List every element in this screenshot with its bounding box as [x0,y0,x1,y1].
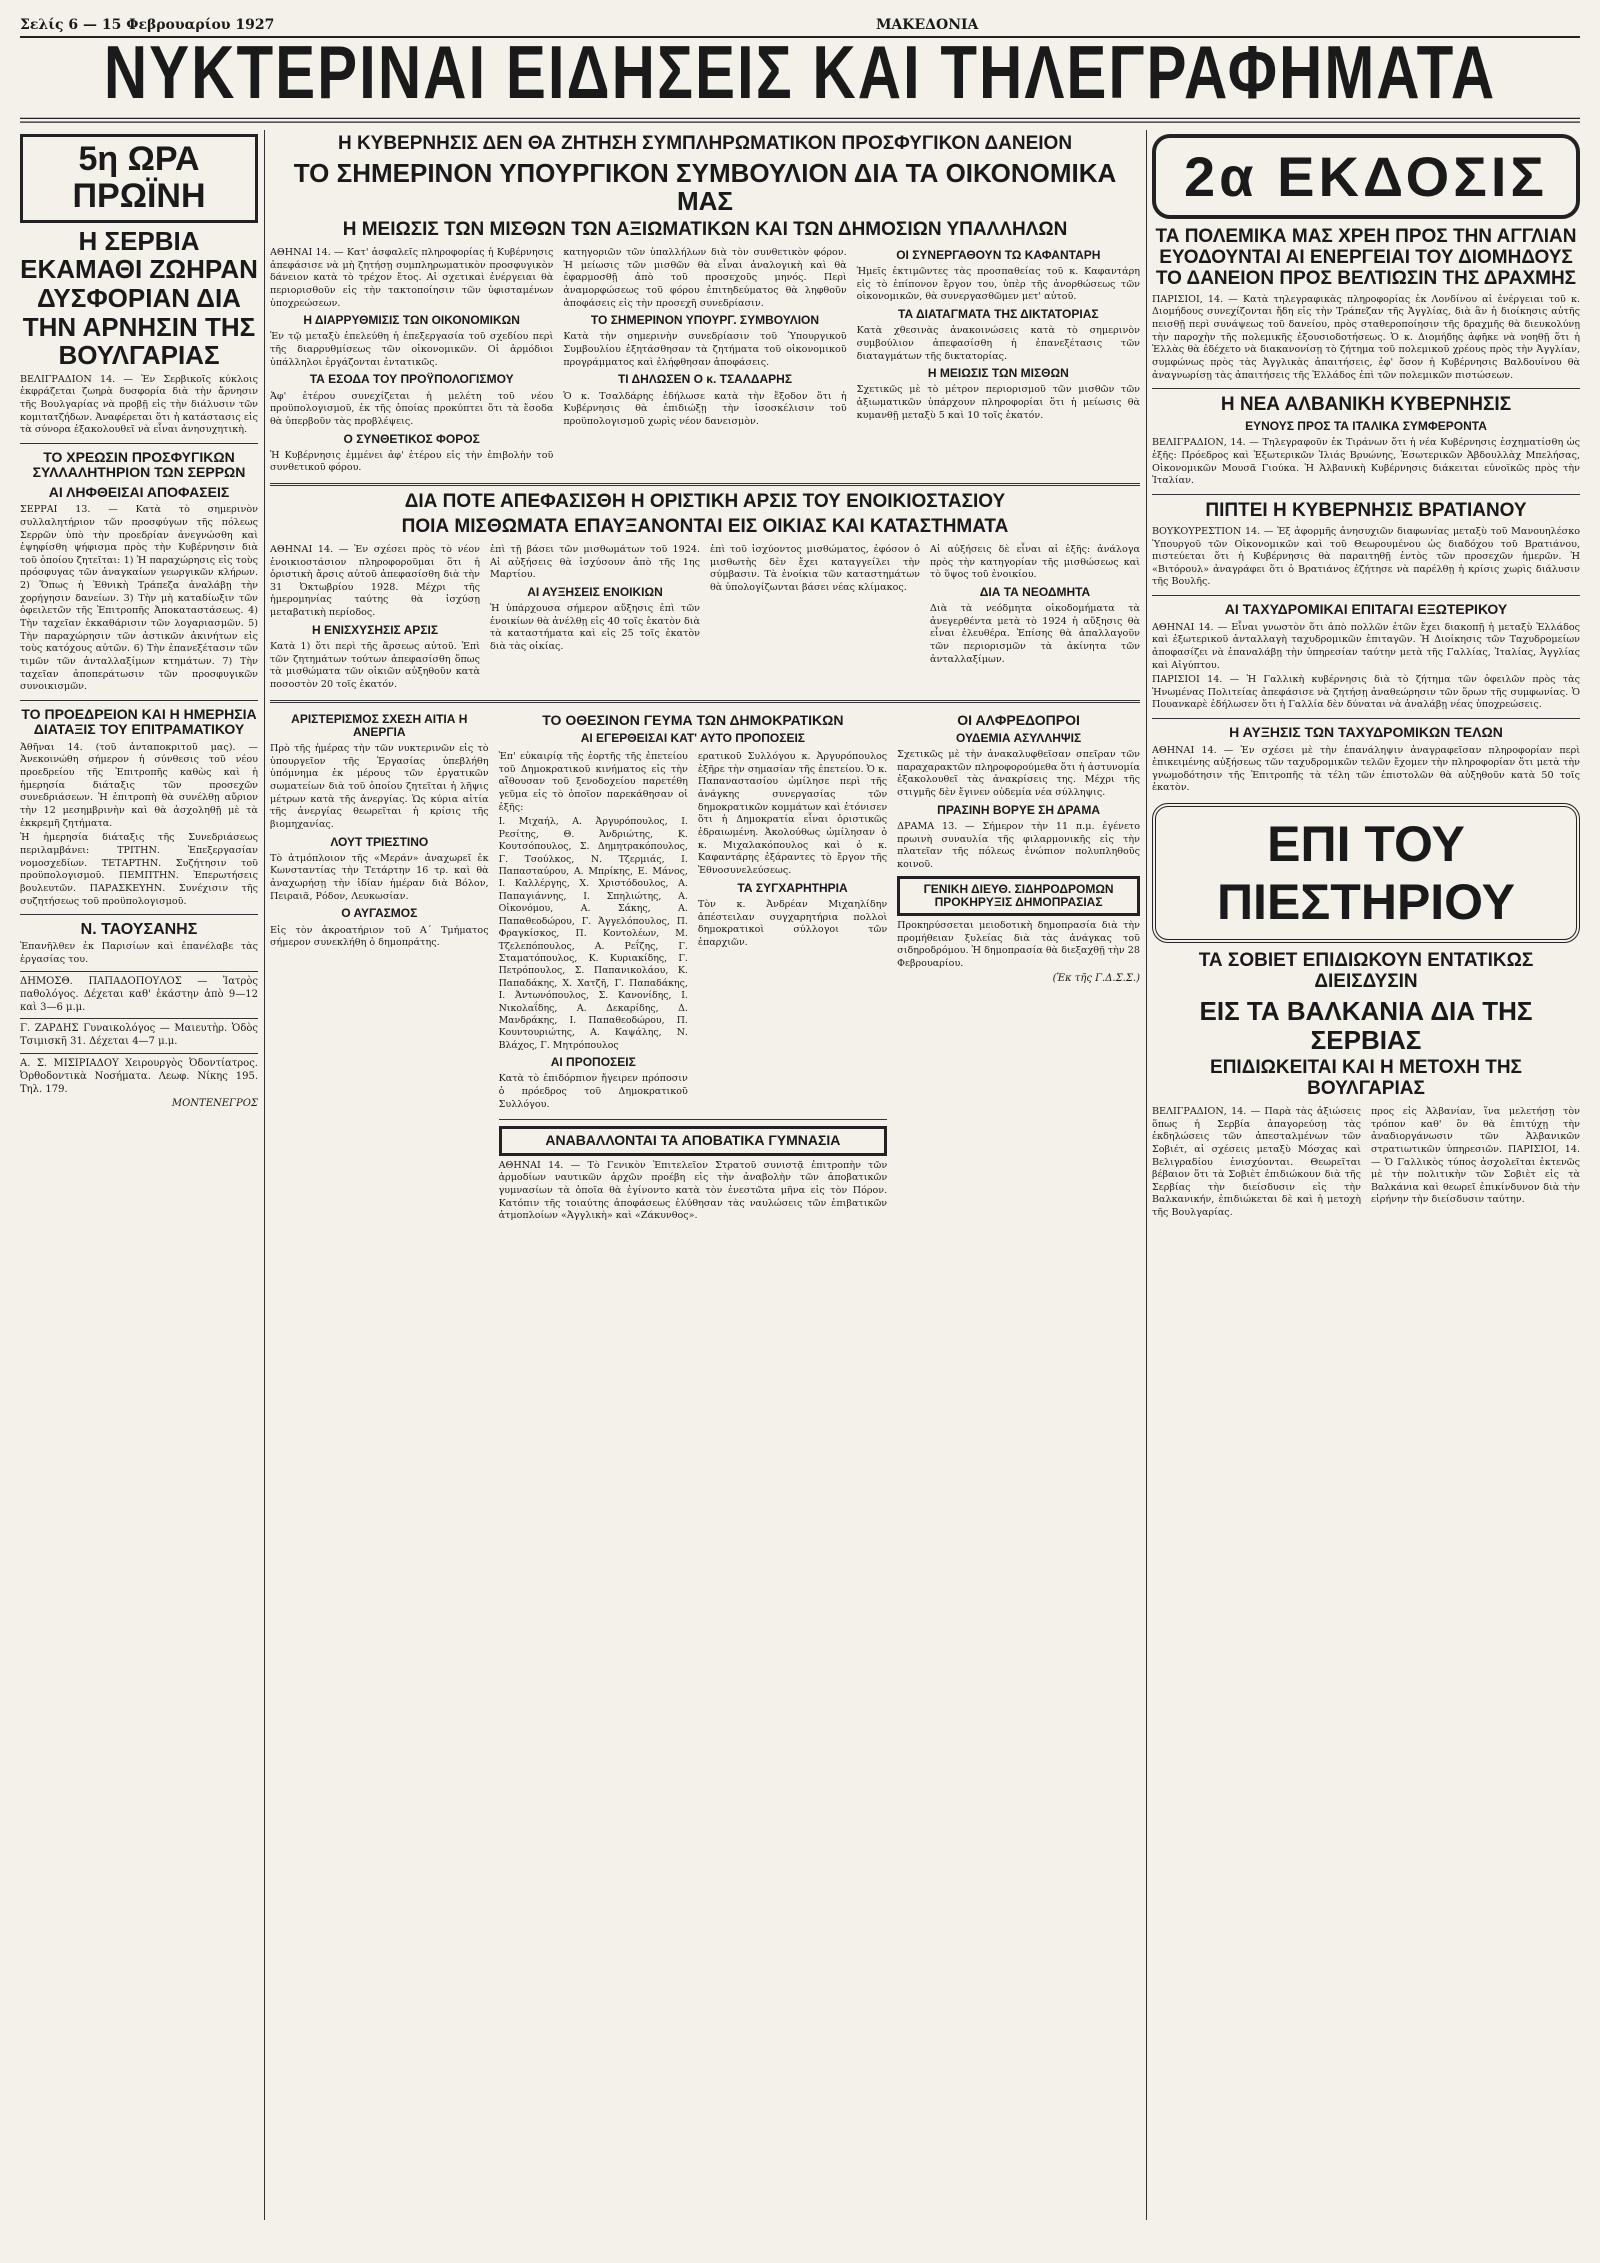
guest-name: , Α. Παπαθεοδώρου [499,903,688,926]
guest-name: , Ε. Μάνος [630,866,685,877]
guest-name: , Π. Φραγκίσκος [499,916,688,939]
guest-name: , Σ. Δημητρακόπουλος [569,841,685,852]
subheading: Η ΔΙΑΡΡΥΘΜΙΣΙΣ ΤΩΝ ΟΙΚΟΝΟΜΙΚΩΝ [303,313,520,328]
guest-list [499,816,688,1052]
subheading: ΤΟ ΣΗΜΕΡΙΝΟΝ ΥΠΟΥΡΓ. ΣΥΜΒΟΥΛΙΟΝ [590,313,820,328]
guest-name: , Χ. Χατζῆ [554,978,606,989]
headline: ΔΙΑ ΠΟΤΕ ΑΠΕΦΑΣΙΣΘΗ Η ΟΡΙΣΤΙΚΗ ΑΡΣΙΣ ΤΟΥ ΕΝΟΙΚΙΟΣΤΑΣΙΟΥ [404,491,1006,513]
article-text: ΠΑΡΙΣΙΟΙ 14. — Ἡ Γαλλικὴ κυβέρνησις διὰ τὸ ζήτημα τῶν ὀφειλῶν πρὸς τὰς Ἡνωμένας Πολιτείας ἀπεφάσισε νὰ ζητήσῃ ἀναθεώρησιν τῶν ὅρων τῆς συμφωνίας. Ὁ Πουανκαρὲ ἐδήλωσεν ὅτι ἡ Γαλλία δὲν δύναται νὰ ἀναλάβῃ νέας ὑποχρεώσεις. [1152,674,1580,711]
article-text: Αἱ αὐξήσεις δὲ εἶναι αἱ ἑξῆς: ἀνάλογα πρὸς τὴν κατηγορίαν τῆς μισθώσεως καὶ τὸ ὕψος τοῦ ἐνοικίου. [930,543,1140,581]
notice-signature: (Ἐκ τῆς Γ.Δ.Σ.Σ.) [1052,972,1140,984]
guest-name: , Γ. Παπαδάκης [606,978,685,989]
guest-name: , Κ. Κυριακίδης [574,953,664,964]
masthead: ΝΥΚΤΕΡΙΝΑΙ ΕΙΔΗΣΕΙΣ ΚΑΙ ΤΗΛΕΓΡΑΦΗΜΑΤΑ [20,35,1580,123]
guest-name: , Γ. Μητρόπουλος [534,1040,618,1051]
notice-title: ΓΕΝΙΚΗ ΔΙΕΥΘ. ΣΙΔΗΡΟΔΡΟΜΩΝ ΠΡΟΚΗΡΥΞΙΣ ΔΗΜΟΠΡΑΣΙΑΣ [897,876,1140,916]
guest-name: , Γ. Τσούλκος [499,841,688,864]
article-text: ΒΟΥΚΟΥΡΕΣΤΙΟΝ 14. — Ἐξ ἀφορμῆς ἀνησυχιῶν διαφωνίας μεταξὺ τοῦ Μανουηλέσκο Ὑπουργοῦ τῶν Οἰκονομικῶν καὶ τοῦ Θεωρουμένου ὡς διαδόχου τοῦ Βρατιάνου, πιστεύεται ὅτι ἡ Κυβέρνησις θὰ παραιτηθῇ ἐντὸς τῶν προσεχῶν ἡμερῶν. Ἡ «Βιτόρουλ» ἀναγράφει ὅτι ὁ Βρατιάνος ἐζήτησε νὰ παρέλθῃ ἡ κρίσις χωρὶς διάλυσιν τῆς Βουλῆς. [1152,525,1580,588]
guest-name: , Γ. Σταματόπουλος [499,941,688,964]
article-text: Ἐν τῷ μεταξὺ ἐπελεύθη ἡ ἐπεξεργασία τοῦ σχεδίου περὶ τῆς διαρρυθμίσεως τῶν οἰκονομικῶν. Οἱ ἁρμόδιοι ὑπάλληλοι ἐργάζονται ἐντατικῶς. [270,331,554,368]
page-date: Σελίς 6 — 15 Φεβρουαρίου 1927 [20,17,275,33]
subheading: ΑΡΙΣΤΕΡΙΣΜΟΣ ΣΧΕΣΗ ΑΙΤΙΑ Η ΑΝΕΡΓΙΑ [291,711,468,739]
ad-title: Ν. ΤΑΟΥΣΑΝΗΣ [80,921,198,939]
guest-name: , Ι. Ἀντωνόπουλος [499,978,688,1001]
ad-dentist: Α. Σ. ΜΙΣΙΡΙΑΔΟΥ Χειρουργὸς Ὀδοντίατρος. Ὀρθοδοντικὰ Νοσήματα. Λεωφ. Νίκης 195. Τηλ. 179. [20,1053,258,1097]
headline: ΤΑ ΠΟΛΕΜΙΚΑ ΜΑΣ ΧΡΕΗ ΠΡΟΣ ΤΗΝ ΑΓΓΛΙΑΝ ΕΥΟΔΟΥΝΤΑΙ ΑΙ ΕΝΕΡΓΕΙΑΙ ΤΟΥ ΔΙΟΜΗΔΟΥΣ ΤΟ ΔΑΝΕΙΟΝ ΠΡΟΣ ΒΕΛΤΙΩΣΙΝ ΤΗΣ ΔΡΑΧΜΗΣ [1155,226,1577,289]
article-text: ΑΘΗΝΑΙ 14. — Ἐν σχέσει μὲ τὴν ἐπανάληψιν ἀναγραφεῖσαν πληροφορίαν περὶ ἐπικειμένης αὐξήσεως τῶν ταχυδρομικῶν τελῶν ἔχομεν τὴν πληροφορίαν ὅτι μετὰ τὴν γνωμοδότησιν τῆς Ἐπιτροπῆς τὰ τέλη τῶν ἐπιστολῶν θὰ αὐξηθοῦν κατὰ 50 τοῖς ἑκατὸν. [1152,744,1580,794]
guest-name: , Ι. Σπηλιώτης [563,891,658,902]
subheading: Η ΜΕΙΩΣΙΣ ΤΩΝ ΜΙΣΘΩΝ [927,366,1069,381]
notice-text: Προκηρύσσεται μειοδοτικὴ δημοπρασία διὰ τὴν προμήθειαν ξυλείας διὰ τὰς ἀνάγκας τοῦ σιδηροδρόμου. Ἡ δημοπρασία θὰ διεξαχθῇ τὴν 28 Φεβρουαρίου. [897,919,1140,969]
article-text: ΔΡΑΜΑ 13. — Σήμερον τὴν 11 π.μ. ἐγένετο πρωινὴ συναυλία τῆς φιλαρμονικῆς εἰς τὴν πλατεῖαν τῆς πόλεως ἐνώπιον πολυπληθοῦς κοινοῦ. [897,820,1140,870]
subheading: ΟΙ ΣΥΝΕΡΓΑΘΟΥΝ ΤΩ ΚΑΦΑΝΤΑΡΗ [896,247,1101,262]
headline: ΠΙΠΤΕΙ Η ΚΥΒΕΡΝΗΣΙΣ ΒΡΑΤΙΑΝΟΥ [1205,499,1527,521]
column-rule [1146,130,1147,2220]
article-text: ΑΘΗΝΑΙ 14. — Κατ' ἀσφαλεῖς πληροφορίας ἡ Κυβέρνησις ἀπεφάσισε νὰ μὴ ζητήσῃ συμπληρωματικὸν προσφυγικὸν δάνειον κατὰ τὸ τρέχον ἔτος. Αἱ σχετικαὶ ἐνέργειαι θὰ περιορισθοῦν εἰς τὴν τακτοποίησιν τῶν ὑφισταμένων ὑποχρεώσεων. [270,246,554,309]
guest-name: , Ι. Ρεσίτης [499,816,688,839]
headline: ΕΠΙΔΙΩΚΕΙΤΑΙ ΚΑΙ Η ΜΕΤΟΧΗ ΤΗΣ ΒΟΥΛΓΑΡΙΑΣ [1210,1057,1522,1099]
article-columns [270,245,1140,477]
article-text: κατηγοριῶν τῶν ὑπαλλήλων διὰ τὸν συνθετικὸν φόρον. Ἡ μείωσις τῶν μισθῶν θὰ εἶναι ἀναλογικὴ καὶ θὰ ἐφαρμοσθῇ ἀπὸ τοῦ προσεχοῦς μηνός. Περὶ ἀναμορφώσεως τοῦ φόρου ἐπιτηδεύματος θὰ ληφθοῦν ἀποφάσεις εἰς τὴν προσεχῆ συνεδρίασιν. [563,246,847,309]
left-column [20,130,258,1111]
headline: Η ΝΕΑ ΑΛΒΑΝΙΚΗ ΚΥΒΕΡΝΗΣΙΣ [1220,394,1512,416]
center-column [270,130,1140,1225]
subheading: Ο ΑΥΓΑΣΜΟΣ [341,906,418,921]
guest-name: , Γ. Ἀγγελόπουλος [572,916,667,927]
headline: Η ΑΥΞΗΣΙΣ ΤΩΝ ΤΑΧΥΔΡΟΜΙΚΩΝ ΤΕΛΩΝ [1229,724,1503,741]
article-text: ἐπὶ τῇ βάσει τῶν μισθωμάτων τοῦ 1924. Αἱ αὐξήσεις θὰ ἰσχύσουν ἀπὸ τῆς 1ης Μαρτίου. [490,543,700,581]
guest-name: , Ι. Καλλέργης [499,866,688,889]
ad-doctor: ΔΗΜΟΣΘ. ΠΑΠΑΔΟΠΟΥΛΟΣ — Ἰατρὸς παθολόγος. Δέχεται καθ' ἑκάστην ἀπὸ 9—12 καὶ 3—6 μ.μ. [20,971,258,1015]
headline: ΑΝΑΒΑΛΛΟΝΤΑΙ ΤΑ ΑΠΟΒΑΤΙΚΑ ΓΥΜΝΑΣΙΑ [499,1126,888,1155]
guest-name: , Χ. Χριστόδουλος [567,878,666,889]
guest-name: , Α. Μπρίκης [566,866,630,877]
right-column [1152,130,1580,1222]
subheading: ΔΙΑ ΤΑ ΝΕΟΔΜΗΤΑ [979,584,1091,599]
article-text: Ἡ ὑπάρχουσα σήμερον αὔξησις ἐπὶ τῶν ἐνοικίων θὰ ἀνέλθῃ εἰς 40 τοῖς ἑκατὸν διὰ τὰ καταστήματα καὶ εἰς 25 τοῖς ἑκατὸν διὰ τὰς οἰκίας. [490,603,700,652]
article-text: ΒΕΛΙΓΡΑΔΙΟΝ, 14. — Παρὰ τὰς ἀξιώσεις ὅπως ἡ Σερβία ἀπαγορεύσῃ τὰς ἐκδηλώσεις τῶν ἀπεσταλμένων τῶν Σοβιέτ, αἱ σχέσεις μεταξὺ Μόσχας καὶ Βελιγραδίου ἐνισχύονται. Θεωρεῖται βέβαιον ὅτι τὰ Σοβιὲτ ἐπιδιώκουν διὰ τῆς Σερβίας τὴν διείσδυσιν εἰς τὴν Βαλκανικήν, ἐπιδιώκεται δὲ καὶ ἡ μετοχὴ τῆς Βουλγαρίας. [1152,1105,1361,1219]
guest-name: , Μ. Τζελεπόπουλος [499,928,688,951]
guest-name: , Α. Δεκαρίδης [554,1003,655,1014]
article-text: Κατὰ τὸ ἐπιδόρπιον ἤγειρεν πρόποσιν ὁ πρόεδρος τοῦ Δημοκρατικοῦ Συλλόγου. [498,1073,688,1110]
subheading: ΟΥΔΕΜΙΑ ΑΣΥΛΛΗΨΙΣ [956,730,1082,745]
article-text: Ἡμεῖς ἐκτιμῶντες τὰς προσπαθείας τοῦ κ. Καφαντάρη εἰς τὸ ἐπίπονον ἔργον του, ὑπὲρ τῆς ἀνορθώσεως τῶν οἰκονομικῶν, θὰ συνεργασθῶμεν μετ' αὐτοῦ. [856,266,1140,303]
serbia-text: ΒΕΛΙΓΡΑΔΙΟΝ 14. — Ἐν Σερβικοῖς κύκλοις ἐκφράζεται ζωηρὰ δυσφορία διὰ τὴν ἄρνησιν τῆς Βουλγαρίας νὰ προβῇ εἰς τὴν διάλυσιν τῶν κομιτατζήδων. Ἀναφέρεται ὅτι ἡ κατάστασις εἰς τὰ σύνορα ἐξακολουθεῖ νὰ εἶναι ἀνησυχητικὴ. [20,373,258,436]
prosecution-title: ΤΟ ΠΡΟΕΔΡΕΙΟΝ ΚΑΙ Η ΗΜΕΡΗΣΙΑ ΔΙΑΤΑΞΙΣ ΤΟΥ ΕΠΙΤΡΑΜΑΤΙΚΟΥ [21,706,257,738]
subheading: ΤΑ ΣΥΓΧΑΡΗΤΗΡΙΑ [737,880,848,895]
serbia-title: Η ΣΕΡΒΙΑ ΕΚΑΜΑΘΙ ΖΩΗΡΑΝ ΔΥΣΦΟΡΙΑΝ ΔΙΑ ΤΗΝ ΑΡΝΗΣΙΝ ΤΗΣ ΒΟΥΛΓΑΡΙΑΣ [20,225,258,371]
headline: ΤΟ ΣΗΜΕΡΙΝΟΝ ΥΠΟΥΡΓΙΚΟΝ ΣΥΜΒΟΥΛΙΟΝ ΔΙΑ ΤΑ ΟΙΚΟΝΟΜΙΚΑ ΜΑΣ [293,157,1117,217]
article-text: ερατικοῦ Συλλόγου κ. Ἀργυρόπουλος ἐξῆρε τὴν σημασίαν τῆς ἐπετείου. Ὁ κ. Παπαναστασίου ὡμίλησε περὶ τῆς ἀνάγκης συνεργασίας τῶν δημοκρατικῶν κομμάτων καὶ ἐτόνισεν ὅτι ἡ Δημοκρατία εἶναι ὁριστικῶς ἐδραιωμένη. Ἀκολούθως ὡμίλησαν ὁ κ. Μιχαλακόπουλος καὶ ὁ κ. Καφαντάρης ἐξάραντες τὸ ἔργον τῆς Ἐθνοσυνελεύσεως. [697,751,888,877]
headline: ΑΙ ΤΑΧΥΔΡΟΜΙΚΑΙ ΕΠΙΤΑΓΑΙ ΕΞΩΤΕΡΙΚΟΥ [1224,601,1508,618]
guest-name: , Α. Παπαγιάννης [499,878,688,901]
lower-sections [270,709,1140,1225]
article-text: Τὸ ἀτμόπλοιον τῆς «Μεράν» ἀναχωρεῖ ἐκ Κωνσταντίας τὴν Τετάρτην 16 τρ. καὶ θὰ ἀναχωρήσῃ τὴν ἰδίαν ἡμέραν διὰ Βόλον, Πειραιᾶ, Ρόδον, Λευκωσίαν. [270,852,489,902]
guest-name: , Κ. Παπαδάκης [499,965,688,988]
program-text: Ἡ ἡμερησία διάταξις τῆς Συνεδριάσεως περιλαμβάνει: ΤΡΙΤΗΝ. Ἐπεξεργασίαν νομοσχεδίων. ΤΕΤΑΡΤΗΝ. Συζήτησιν τοῦ προϋπολογισμοῦ. ΠΕΜΠΤΗΝ. Ἐπερωτήσεις βουλευτῶν. ΠΑΡΑΣΚΕΥΗΝ. Συνέχισιν τῆς συζητήσεως τοῦ προϋπολογισμοῦ. [20,832,258,907]
article-text: Εἰς τὸν ἀκροατήριον τοῦ Α΄ Τμήματος σήμερον συνεκλήθη ὁ δημοπράτης. [270,924,489,949]
guest-name: , Ν. Βλάχος [499,1027,688,1050]
article-text: Πρὸ τῆς ἡμέρας τὴν τῶν νυκτερινῶν εἰς τὸ ὑπουργεῖον τῆς Ἐργασίας ὑπεβλήθη ὑπόμνημα ἐκ μέρους τῶν ἐργατικῶν σωματείων διὰ τοῦ ὁποίου ζητεῖται ἡ λῆψις μέτρων κατὰ τῆς ἀνεργίας. Ὡς κύρια αἰτία τῆς ἀνεργίας θεωρεῖται ἡ κρίσις τῆς βιομηχανίας. [270,742,489,830]
article-columns [1152,1104,1580,1222]
paper-name: ΜΑΚΕΔΟΝΙΑ [875,17,979,33]
article-text: προς εἰς Ἀλβανίαν, ἵνα μελετήσῃ τὸν τρόπον καθ' ὃν θὰ ἐπιτύχῃ τὴν ἀναδιοργάνωσιν τῶν Ἀλβανικῶν στρατιωτικῶν ὑπηρεσιῶν. ΠΑΡΙΣΙΟΙ, 14. — Ὁ Γαλλικὸς τύπος ἀσχολεῖται ἐκτενῶς μὲ τὴν πολιτικὴν τῶν Σοβιὲτ εἰς τὰ Βαλκάνια καὶ θεωρεῖ ἐπικίνδυνον διὰ τὴν εἰρήνην τὴν διείσδυσιν ταύτην. [1371,1105,1580,1206]
headline: ΟΙ ΑΛΦΡΕΔΟΠΡΟΙ [957,711,1080,728]
headline: Η ΚΥΒΕΡΝΗΣΙΣ ΔΕΝ ΘΑ ΖΗΤΗΣΗ ΣΥΜΠΛΗΡΩΜΑΤΙΚΟΝ ΠΡΟΣΦΥΓΙΚΟΝ ΔΑΝΕΙΟΝ [337,133,1073,154]
column-rule [264,130,265,2220]
article-columns [270,542,1140,694]
subheading: ΑΙ ΠΡΟΠΟΣΕΙΣ [550,1055,636,1070]
guest-name: , Γ. Πετρόπουλος [499,953,688,976]
article-text: Ἡ Κυβέρνησις ἐμμένει ἀφ' ἑτέρου εἰς τὴν ἐπιβολὴν τοῦ συνθετικοῦ φόρου. [270,449,554,474]
article-text: Κατὰ τὴν σημερινὴν συνεδρίασιν τοῦ Ὑπουργικοῦ Συμβουλίου ἐξητάσθησαν τὰ ζητήματα τοῦ οἰκονομικοῦ προγράμματος καὶ ἐλήφθησαν ἀποφάσεις. [563,331,847,368]
edition-badge: 2α ΕΚΔΟΣΙΣ [1152,134,1580,219]
article-text: Σχετικῶς μὲ τὴν ἀνακαλυφθεῖσαν σπεῖραν τῶν παραχαρακτῶν πληροφορούμεθα ὅτι ἡ ἀστυνομία ἐξακολουθεῖ τὰς ἀνακρίσεις της. Μέχρι τῆς στιγμῆς δὲν ἔγινεν οὐδεμία νέα σύλληψις. [897,749,1140,799]
subheading: ΑΙ ΑΥΞΗΣΕΙΣ ΕΝΟΙΚΙΩΝ [527,584,663,599]
guest-name: , Ν. Τζερμιάς [571,854,661,865]
press-banner: ΕΠΙ ΤΟΥ ΠΙΕΣΤΗΡΙΟΥ [1152,803,1580,943]
article-text: ΑΘΗΝΑΙ 14. — Ἐν σχέσει πρὸς τὸ νέον ἐνοικιοστάσιον πληροφοροῦμαι ὅτι ἡ ὁριστικὴ ἄρσις αὐτοῦ ἀπεφασίσθη διὰ τὴν 31 Ὀκτωβρίου 1928. Μέχρι τῆς ἡμερομηνίας ταύτης θὰ ἰσχύσῃ μεταβατικὴ περίοδος. [270,543,480,619]
article-text: Κατὰ 1) ὅτι περὶ τῆς ἄρσεως αὐτοῦ. Ἐπὶ τῶν ζητημάτων τούτων ἀπεφασίσθη ὅπως τὰ μισθώματα τῶν οἰκιῶν αὐξηθοῦν κατὰ ποσοστὸν 20 τοῖς ἑκατόν. [270,640,480,690]
guest-name: , Θ. Ἀνδριώτης [536,829,650,840]
guest-name: , Ι. Παπασταύρου [499,854,688,877]
ad-text: Ἐπανῆλθεν ἐκ Παρισίων καὶ ἐπανέλαβε τὰς ἐργασίας του. [20,941,258,966]
guest-name: Ι. Μιχαήλ [498,816,556,828]
article-text: ΒΕΛΙΓΡΑΔΙΟΝ, 14. — Τηλεγραφοῦν ἐκ Τιράνων ὅτι ἡ νέα Κυβέρνησις ἐσχηματίσθη ὡς ἑξῆς: Πρόεδρος καὶ Ἐξωτερικῶν Ἰλιάς Βρυώνης, Ἐσωτερικῶν Ἀβδουλλὰχ Μπελήσας, Οἰκονομικῶν Μουσᾶ Γιούκα. Ἡ Ἀλβανικὴ Κυβέρνησις διάκειται εὐνοϊκῶς πρὸς τὴν Ἰταλίαν. [1152,437,1580,487]
article-text: Κατὰ χθεσινὰς ἀνακοινώσεις κατὰ τὸ σημερινὸν συμβούλιον ἀπεφασίσθη ἡ ἐπανεξέτασις τῶν διαταγμάτων τῆς δικτατορίας. [856,325,1140,362]
guest-name: , Κ. Κουτσόπουλος [499,829,688,852]
guest-name: , Ι. Παπαθεοδώρου [554,1015,661,1026]
refugee-title: ΤΟ ΧΡΕΩΣΙΝ ΠΡΟΣΦΥΓΙΚΩΝ ΣΥΛΛΑΛΗΤΗΡΙΟΝ ΤΩΝ ΣΕΡΡΩΝ [32,449,246,481]
article-text: ΑΘΗΝΑΙ 14. — Τὸ Γενικὸν Ἐπιτελεῖον Στρατοῦ συνιστᾷ ἐπιτροπὴν τῶν ἁρμοδίων ναυτικῶν ἀρχῶν προέβη εἰς τὴν ἀναβολὴν τῶν ἀποβατικῶν γυμνασίων τὰ ὁποῖα θὰ ἐγίνοντο κατὰ τὸν ἐνεστῶτα μῆνα εἰς τὸν Πόρον. Κατόπιν τῆς τοιαύτης ἀποφάσεως ἐλύθησαν τὰς ναυλώσεις τῶν ἐπιβατικῶν ἀτμοπλοίων «Ἀγγλικὴ» καὶ «Ζάκυνθος». [498,1159,888,1222]
guest-name: , Δ. Μανδράκης [499,1003,688,1026]
subheading: Ο ΣΥΝΘΕΤΙΚΟΣ ΦΟΡΟΣ [343,431,480,446]
signature: ΜΟΝΤΕΝΕΓΡΟΣ [171,1098,258,1110]
guest-name: , Α. Ρεΐζης [572,941,656,952]
guest-name: , Α. Οἰκονόμου [499,891,688,914]
headline: Η ΜΕΙΩΣΙΣ ΤΩΝ ΜΙΣΘΩΝ ΤΩΝ ΑΞΙΩΜΑΤΙΚΩΝ ΚΑΙ ΤΩΝ ΔΗΜΟΣΙΩΝ ΥΠΑΛΛΗΛΩΝ [342,219,1068,241]
headline: ΤΟ ΟΘΕΣΙΝΟΝ ΓΕΥΜΑ ΤΩΝ ΔΗΜΟΚΡΑΤΙΚΩΝ [542,711,844,728]
refugee-text: ΣΕΡΡΑΙ 13. — Κατὰ τὸ σημερινὸν συλλαλητήριον τῶν προσφύγων τῆς πόλεως Σερρῶν ὑπὸ τὴν προεδρίαν ἀνεγνώσθη καὶ ἐψηφίσθη ψήφισμα πρὸς τὴν Κυβέρνησιν διὰ τοῦ ὁποίου ζητεῖται: 1) Ἡ παραχώρησις εἰς τοὺς πρόσφυγας τῶν ἀναγκαίων γεωργικῶν κλήρων. 2) Ὅπως ἡ Ἐθνικὴ Τράπεζα ἀναλάβῃ τὴν χορήγησιν δανείων. 3) Τὴν μὴ καταδίωξιν τῶν ὀφειλετῶν τῆς Ἐπιτροπῆς Ἀποκαταστάσεως. 4) Τὴν ταχεῖαν ἐκκαθάρισιν τῶν λογαριασμῶν. 5) Τὴν παραχώρησιν τῶν ἀστικῶν ἀκινήτων εἰς τοὺς κατόχους αὐτῶν. 6) Τὴν ἐπανεξέτασιν τῶν τιμῶν τῶν ἀνταλλαξίμων κτημάτων. 7) Τὴν ταχεῖαν ἀποπεράτωσιν τῶν προσφυγικῶν συνοικισμῶν. [20,504,258,693]
subheading: Η ΕΝΙΣΧΥΣΗΣΙΣ ΑΡΣΙΣ [311,622,439,637]
headline: ΠΟΙΑ ΜΙΣΘΩΜΑΤΑ ΕΠΑΥΞΑΝΟΝΤΑΙ ΕΙΣ ΟΙΚΙΑΣ ΚΑΙ ΚΑΤΑΣΤΗΜΑΤΑ [401,515,1009,537]
subheading: ΛΟΥΤ ΤΡΙΕΣΤΙΝΟ [330,834,429,849]
article-text: Ἀφ' ἑτέρου συνεχίζεται ἡ μελέτη τοῦ νέου προϋπολογισμοῦ, ἐκ τῆς ὁποίας προκύπτει ὅτι τὰ ἔσοδα θὰ ὑπερβοῦν τὰς προβλέψεις. [270,390,554,427]
subheading: ΑΙ ΕΓΕΡΘΕΙΣΑΙ ΚΑΤ' ΑΥΤΟ ΠΡΟΠΟΣΕΙΣ [580,730,805,745]
article-text: ΑΘΗΝΑΙ 14. — Εἶναι γνωστὸν ὅτι ἀπὸ πολλῶν ἐτῶν ἔχει διακοπῇ ἡ μεταξὺ Ἑλλάδος καὶ ἐξωτερικοῦ ἀνταλλαγὴ ταχυδρομικῶν ἐπιταγῶν. Ἡ Διοίκησις τῶν Ταχυδρομείων ἀποφασίζει νὰ ἐπαναλάβῃ τὴν ὑπηρεσίαν ταύτην μετὰ τῆς Γαλλίας, Ἰταλίας, Ἀγγλίας καὶ Αἰγύπτου. [1152,621,1580,671]
headline: ΤΑ ΣΟΒΙΕΤ ΕΠΙΔΙΩΚΟΥΝ ΕΝΤΑΤΙΚΩΣ ΔΙΕΙΣΔΥΣΙΝ [1198,950,1534,993]
article-text: Τὸν κ. Ἀνδρέαν Μιχαηλίδην ἀπέστειλαν συγχαρητήρια πολλοὶ δημοκρατικοὶ σύλλογοι τῶν ἐπαρχιῶν. [697,898,888,948]
subheading: ΤΑ ΕΣΟΔΑ ΤΟΥ ΠΡΟΫΠΟΛΟΓΙΣΜΟΥ [309,372,514,387]
prosecution-text: Ἀθῆναι 14. (τοῦ ἀνταποκριτοῦ μας). — Ἀνεκοινώθη σήμερον ἡ σύνθεσις τοῦ νέου προεδρείου τῆς Ἐπιτροπῆς καθὼς καὶ ἡ ἡμερησία διάταξις τῶν προσεχῶν συνεδριάσεων. Ἡ ἐπιτροπὴ θὰ συνέλθῃ αὔριον τὴν 12 μεσημβρινὴν καὶ θὰ ἀσχοληθῇ μὲ τὰ ἐκκρεμῆ ζητήματα. [20,741,258,829]
headline: ΕΙΣ ΤΑ ΒΑΛΚΑΝΙΑ ΔΙΑ ΤΗΣ ΣΕΡΒΙΑΣ [1199,995,1533,1055]
guest-name: , Α. Καψάλης [572,1027,659,1038]
article-text: ἐπὶ τοῦ ἰσχύοντος μισθώματος, ἐφόσον ὁ μισθωτὴς δὲν ἔχει καταγγείλει τὴν σύμβασιν. Τὰ ἐνοίκια τῶν καταστημάτων θὰ ὑπολογίζωνται βάσει νέας κλίμακος. [710,543,920,593]
guest-name: , Σ. Παπανικολάου [562,965,665,976]
guest-name: , Ι. Νικολαΐδης [499,990,688,1013]
article-text: Ἐπ' εὐκαιρίᾳ τῆς ἑορτῆς τῆς ἐπετείου τοῦ Δημοκρατικοῦ κινήματος εἰς τὴν αἴθουσαν τοῦ ξενοδοχείου παρετέθη γεῦμα εἰς τὸ ὁποῖον παρεκάθησαν οἱ ἑξῆς: [498,751,688,813]
subheading: ΠΡΑΣΙΝΗ ΒΟΡΥΕ ΣΗ ΔΡΑΜΑ [937,802,1100,817]
article-text: Διὰ τὰ νεόδμητα οἰκοδομήματα τὰ ἀνεγερθέντα μετὰ τὸ 1924 ἡ αὔξησις θὰ εἶναι ἐλευθέρα. Ἐπίσης θὰ ἀπαλλαγοῦν τῶν περιορισμῶν τὰ ἀκίνητα τῶν ἀνταλλαξίμων. [930,603,1140,665]
refugee-subtitle: ΑΙ ΛΗΦΘΕΙΣΑΙ ΑΠΟΦΑΣΕΙΣ [48,483,230,500]
kicker: 5η ΩΡΑ ΠΡΩΪΝΗ [20,134,258,223]
guest-name: , Π. Κουντουριώτης [499,1015,688,1038]
article-text: Σχετικῶς μὲ τὸ μέτρον περιορισμοῦ τῶν μισθῶν τῶν ἀξιωματικῶν ὑπάρχουν πληροφορίαι ὅτι ἡ μείωσις θὰ κυμανθῇ μεταξὺ 5 καὶ 10 τοῖς ἑκατόν. [856,384,1140,421]
subheading: ΤΙ ΔΗΛΩΣΕΝ Ο κ. ΤΣΑΛΔΑΡΗΣ [617,372,793,387]
guest-name: , Σ. Κανονίδης [586,990,669,1001]
newspaper-page [20,14,1580,2234]
article-text: ΠΑΡΙΣΙΟΙ, 14. — Κατὰ τηλεγραφικὰς πληροφορίας ἐκ Λονδίνου αἱ ἐνέργειαι τοῦ κ. Διομήδους συνεχίζονται ἤδη εἰς τὴν Τράπεζαν τῆς Ἀγγλίας, διὰ ἃν ἡ διοίκησις αὐτῆς πεισθῇ περὶ συνάψεως τοῦ δανείου, πρὸς σταθεροποίησιν τῆς δραχμῆς θὰ διευκολύνῃ τὴν παροχὴν τῆς πολεμικῆς ἐξουσιοδοτήσεως. Ὁ κ. Διομήδης ἀφῆκε νὰ νοηθῇ ὅτι ἡ Ἑλλὰς θὰ ἐδέχετο νὰ διακανονίσῃ τὸ ζήτημα τοῦ πολεμικοῦ χρέους πρὸς τὴν Ἀγγλίαν, συμφώνως πρὸς τὰς Ἀγγλικὰς ἀπαιτήσεις, ἐφ' ὅσον ἡ Κυβέρνησις Βαλδουίνου θὰ ἀναγνωρίσῃ τὰς ἀπαιτήσεις τῆς Ἑλλάδος ἐπὶ τῶν πολεμικῶν πιστώσεων. [1152,293,1580,381]
subheading: ΤΑ ΔΙΑΤΑΓΜΑΤΑ ΤΗΣ ΔΙΚΤΑΤΟΡΙΑΣ [898,307,1099,322]
article-text: Ὁ κ. Τσαλδάρης ἐδήλωσε κατὰ τὴν ἔξοδον ὅτι ἡ Κυβέρνησις θὰ ἐπιδιώξῃ τὴν ἰσοσκέλισιν τοῦ προϋπολογισμοῦ χωρὶς νέον δανεισμὸν. [563,390,847,427]
subheading: ΕΥΝΟΥΣ ΠΡΟΣ ΤΑ ΙΤΑΛΙΚΑ ΣΥΜΦΕΡΟΝΤΑ [1245,419,1487,434]
guest-name: , Α. Ἀργυρόπουλος [556,816,665,827]
guest-name: , Α. Σάκης [550,903,647,914]
guest-name: , Π. Κοντολέων [556,928,656,939]
ad-doctor: Γ. ΖΑΡΔΗΣ Γυναικολόγος — Μαιευτὴρ. Ὁδὸς Τσιμισκῆ 31. Δέχεται 4—7 μ.μ. [20,1018,258,1048]
